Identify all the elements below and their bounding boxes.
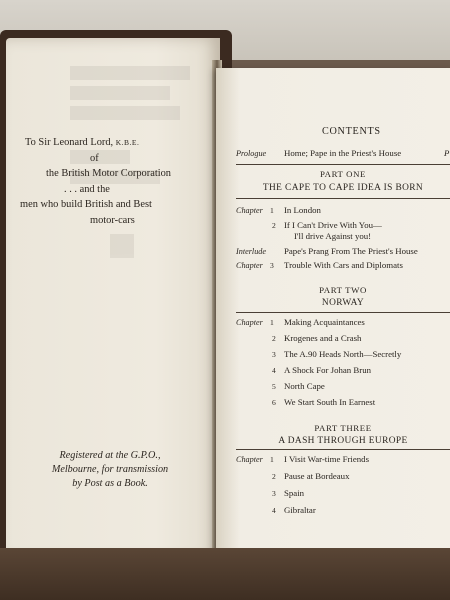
dedication-line: motor-cars bbox=[90, 214, 135, 226]
table-surface bbox=[0, 548, 450, 600]
part-heading: PART THREE bbox=[314, 423, 372, 433]
dedication-line: . . . and the bbox=[64, 183, 110, 195]
part-subtitle: THE CAPE TO CAPE IDEA IS BORN bbox=[262, 183, 424, 193]
part-heading: PART TWO bbox=[319, 285, 367, 295]
divider bbox=[236, 164, 450, 165]
dedication-line: of bbox=[90, 152, 99, 164]
part-subtitle: A DASH THROUGH EUROPE bbox=[278, 436, 408, 446]
divider bbox=[236, 198, 450, 199]
divider bbox=[236, 449, 450, 450]
dedication-line: men who build British and Best bbox=[20, 199, 152, 210]
divider bbox=[236, 312, 450, 313]
registration-note: Registered at the G.P.O., Melbourne, for transmission by Post as a Book. bbox=[51, 450, 169, 489]
part-subtitle: NORWAY bbox=[321, 298, 365, 308]
dedication-line: To Sir Leonard Lord, K.B.E. bbox=[25, 137, 140, 148]
dedication-line: the British Motor Corporation bbox=[46, 168, 171, 179]
part-heading: PART ONE bbox=[319, 169, 367, 179]
contents-title: CONTENTS bbox=[322, 126, 381, 137]
dedication bbox=[20, 135, 200, 228]
